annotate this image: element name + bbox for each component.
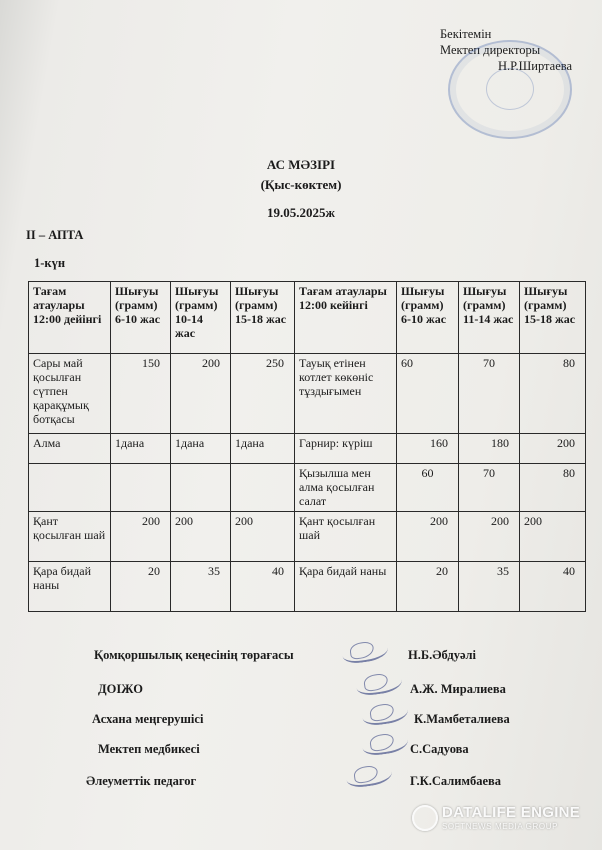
table-cell: Қант қосылған шай bbox=[295, 512, 397, 562]
table-cell: Қант қосылған шай bbox=[29, 512, 111, 562]
table-cell bbox=[171, 464, 231, 512]
table-cell: 200 bbox=[520, 512, 586, 562]
table-cell: 40 bbox=[231, 562, 295, 612]
datalife-logo-icon bbox=[412, 805, 438, 831]
season-subtitle: (Қыс-көктем) bbox=[260, 177, 342, 192]
signature-name: С.Садуова bbox=[410, 742, 469, 756]
header-cell: Шығуы (грамм) 15-18 жас bbox=[231, 282, 295, 354]
table-cell: 250 bbox=[231, 354, 295, 434]
table-cell: 200 bbox=[171, 354, 231, 434]
header-cell: Шығуы (грамм) 6-10 жас bbox=[397, 282, 459, 354]
table-cell: 35 bbox=[171, 562, 231, 612]
signature-mark bbox=[345, 761, 394, 789]
table-cell: 150 bbox=[111, 354, 171, 434]
table-cell: 200 bbox=[111, 512, 171, 562]
table-cell: Қызылша мен алма қосылған салат bbox=[295, 464, 397, 512]
watermark-brand: DATALIFE ENGINE bbox=[442, 804, 581, 821]
table-cell: Гарнир: күріш bbox=[295, 434, 397, 464]
table-cell bbox=[111, 464, 171, 512]
signature-mark bbox=[355, 669, 404, 697]
table-cell bbox=[231, 464, 295, 512]
table-row bbox=[29, 434, 586, 464]
table-cell: Алма bbox=[29, 434, 111, 464]
table-cell: 1дана bbox=[171, 434, 231, 464]
table-cell: 70 bbox=[459, 464, 520, 512]
table-cell: 70 bbox=[459, 354, 520, 434]
signature-role: Мектеп медбикесі bbox=[98, 742, 200, 756]
menu-table bbox=[28, 281, 586, 612]
signature-name: Г.К.Салимбаева bbox=[410, 774, 502, 788]
week-label: II – АПТА bbox=[26, 228, 84, 242]
table-cell: Қара бидай наны bbox=[29, 562, 111, 612]
table-row bbox=[29, 512, 586, 562]
table-cell: 200 bbox=[231, 512, 295, 562]
table-row bbox=[29, 354, 586, 434]
table-cell: 200 bbox=[171, 512, 231, 562]
menu-date: 19.05.2025ж bbox=[267, 205, 335, 220]
table-cell: 80 bbox=[520, 354, 586, 434]
official-stamp bbox=[448, 40, 572, 139]
table-cell: 60 bbox=[397, 464, 459, 512]
approval-line-1: Бекітемін bbox=[440, 27, 492, 41]
table-cell: 200 bbox=[397, 512, 459, 562]
watermark-subtitle: SOFTNEWS MEDIA GROUP bbox=[442, 822, 559, 831]
table-cell: 200 bbox=[459, 512, 520, 562]
signature-mark bbox=[361, 699, 410, 727]
header-cell: Шығуы (грамм) 11-14 жас bbox=[459, 282, 520, 354]
header-cell: Тағам атаулары 12:00 дейінгі bbox=[29, 282, 111, 354]
table-header-row bbox=[29, 282, 586, 354]
signature-name: К.Мамбеталиева bbox=[414, 712, 510, 726]
table-cell: Қара бидай наны bbox=[295, 562, 397, 612]
signature-role: ДОІЖО bbox=[98, 682, 143, 696]
approval-line-3: Н.Р.Ширтаева bbox=[498, 59, 573, 73]
signature-mark bbox=[341, 637, 390, 665]
table-row bbox=[29, 562, 586, 612]
header-cell: Тағам атаулары 12:00 кейінгі bbox=[295, 282, 397, 354]
approval-line-2: Мектеп директоры bbox=[440, 43, 541, 57]
header-cell: Шығуы (грамм) 6-10 жас bbox=[111, 282, 171, 354]
table-cell: 20 bbox=[111, 562, 171, 612]
day-label: 1-күн bbox=[34, 256, 66, 270]
table-cell bbox=[29, 464, 111, 512]
signature-role: Қомқоршылық кеңесінің төрағасы bbox=[94, 648, 294, 662]
table-cell: Сары май қосылған сүтпен қарақұмық ботқасы bbox=[29, 354, 111, 434]
signature-role: Әлеуметтік педагог bbox=[86, 774, 197, 788]
table-row bbox=[29, 464, 586, 512]
header-cell: Шығуы (грамм) 15-18 жас bbox=[520, 282, 586, 354]
table-cell: 1дана bbox=[231, 434, 295, 464]
table-cell: Тауық етінен котлет көкөніс тұздығымен bbox=[295, 354, 397, 434]
document-title: АС МӘЗІРІ bbox=[266, 157, 336, 172]
table-cell: 80 bbox=[520, 464, 586, 512]
table-cell: 160 bbox=[397, 434, 459, 464]
table-cell: 20 bbox=[397, 562, 459, 612]
table-cell: 40 bbox=[520, 562, 586, 612]
signature-role: Асхана меңгерушісі bbox=[92, 712, 204, 726]
table-cell: 180 bbox=[459, 434, 520, 464]
header-cell: Шығуы (грамм) 10-14 жас bbox=[171, 282, 231, 354]
signature-name: Н.Б.Әбдуәлі bbox=[408, 648, 477, 662]
table-cell: 35 bbox=[459, 562, 520, 612]
table-cell: 1дана bbox=[111, 434, 171, 464]
signature-mark bbox=[361, 729, 410, 757]
signature-name: А.Ж. Миралиева bbox=[410, 682, 506, 696]
table-cell: 60 bbox=[397, 354, 459, 434]
table-cell: 200 bbox=[520, 434, 586, 464]
